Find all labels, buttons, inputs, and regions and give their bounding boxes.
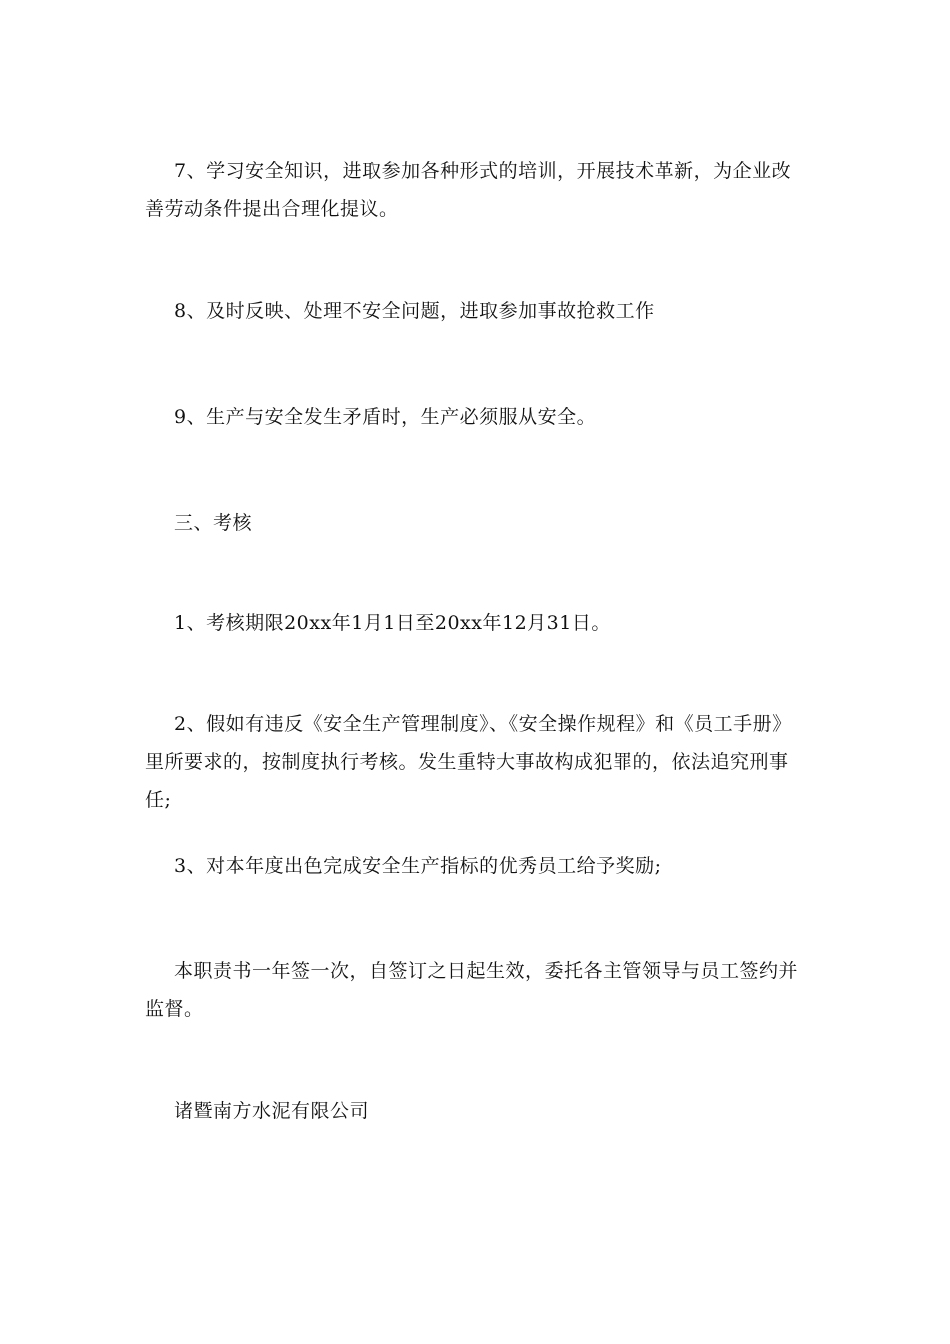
paragraph-item-8: 8、及时反映、处理不安全问题，进取参加事故抢救工作 — [174, 300, 655, 322]
section-heading-assessment: 三、考核 — [174, 512, 253, 534]
paragraph-assessment-3: 3、对本年度出色完成安全生产指标的优秀员工给予奖励; — [174, 855, 662, 877]
company-name: 诸暨南方水泥有限公司 — [174, 1100, 370, 1122]
paragraph-item-9: 9、生产与安全发生矛盾时，生产必须服从安全。 — [174, 406, 597, 428]
paragraph-assessment-2: 2、假如有违反《安全生产管理制度》、《安全操作规程》和《员工手册》里所要求的，按制度执行考核。发生重特大事故构成犯罪的，依法追究刑事任; — [145, 713, 792, 811]
paragraph-assessment-1: 1、考核期限20xx年1月1日至20xx年12月31日。 — [174, 612, 611, 634]
paragraph-item-7: 7、学习安全知识，进取参加各种形式的培训，开展技术革新，为企业改善劳动条件提出合理化提议。 — [145, 160, 792, 220]
validity-statement: 本职责书一年签一次，自签订之日起生效，委托各主管领导与员工签约并监督。 — [145, 960, 799, 1020]
